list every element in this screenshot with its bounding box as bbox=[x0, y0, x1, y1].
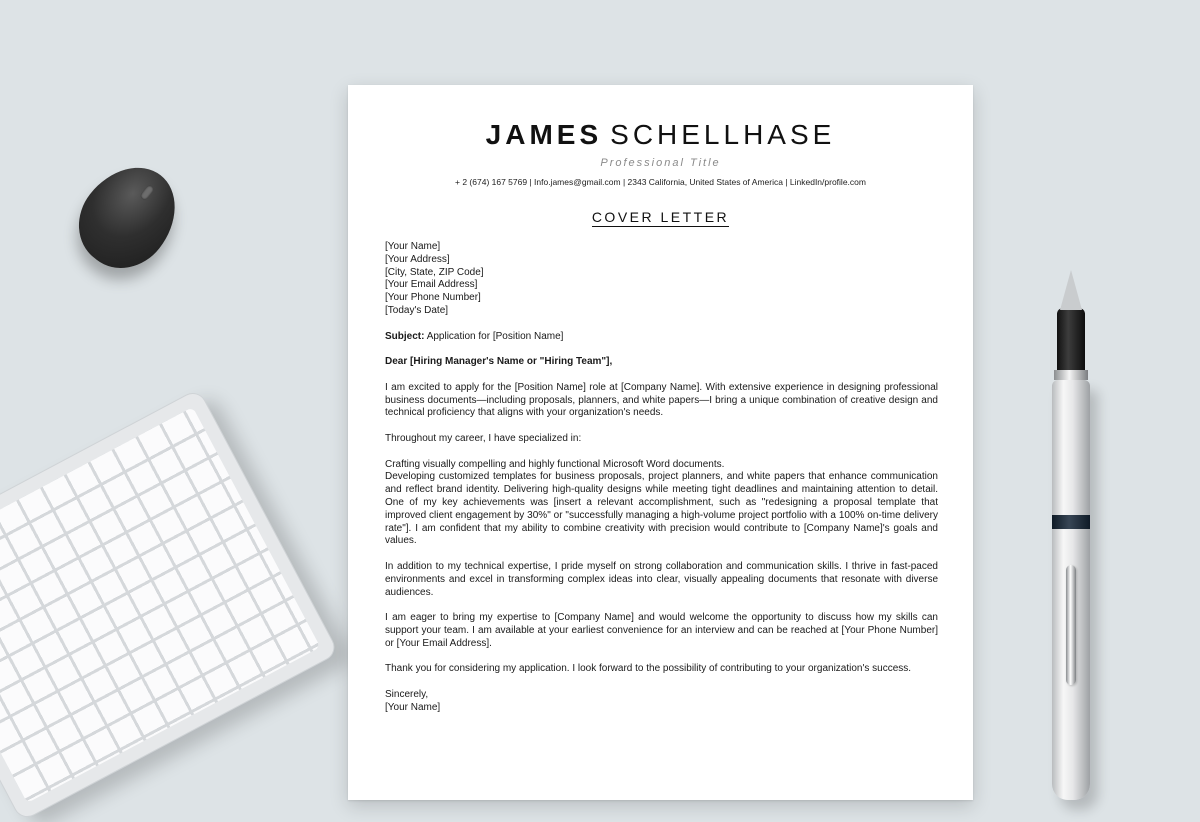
address-block bbox=[385, 241, 938, 318]
keyboard-image bbox=[0, 388, 339, 822]
paragraph-experience-rest: Developing customized templates for business proposals, project planners, and white papers that enhance communication and reflect brand identity. Delivering high-quality designs while meeting tight deadlines and maintaining attention to detail. One of my key achievements was [insert a relevant accomplishment, such as "redesigning a proposal template that improved client engagement by 30%" or "successfully managing a high-volume project portfolio with a 100% on-time delivery rate"]. I am confident that my ability to combine creativity with precision would contribute to [Company Name]'s goals and values. bbox=[385, 471, 938, 547]
fountain-pen-image bbox=[1040, 270, 1100, 710]
address-line: [Your Address] bbox=[385, 253, 450, 265]
pen-clip bbox=[1066, 565, 1076, 685]
pen-ring bbox=[1054, 370, 1088, 380]
address-line: [City, State, ZIP Code] bbox=[385, 266, 484, 278]
professional-title: Professional Title bbox=[600, 157, 721, 169]
candidate-name bbox=[348, 121, 973, 149]
paragraph-experience bbox=[385, 459, 938, 549]
paragraph-intro: I am excited to apply for the [Position Name] role at [Company Name]. With extensive experience in designing professional business documents—including proposals, planners, and white papers—I bring a unique combination of creative design and technical proficiency that aligns with your organization's needs. bbox=[385, 381, 938, 419]
paragraph-experience-first-line: Crafting visually compelling and highly functional Microsoft Word documents. bbox=[385, 458, 725, 470]
subject-label: Subject: bbox=[385, 330, 425, 342]
paragraph-thanks: Thank you for considering my application. I look forward to the possibility of contributing to your organization's success. bbox=[385, 663, 912, 675]
address-line: [Your Phone Number] bbox=[385, 292, 481, 304]
closing-block bbox=[385, 689, 938, 715]
address-line: [Your Email Address] bbox=[385, 279, 478, 291]
pen-grip bbox=[1057, 308, 1085, 372]
pen-band bbox=[1052, 515, 1090, 529]
mouse-wheel bbox=[139, 184, 155, 202]
salutation: Dear [Hiring Manager's Name or "Hiring Team"], bbox=[385, 356, 613, 368]
contact-line: + 2 (674) 167 5769 | Info.james@gmail.com | 2343 California, United States of America | LinkedIn/profile.com bbox=[455, 177, 866, 187]
letter-body bbox=[385, 241, 938, 714]
paragraph-specialization: Throughout my career, I have specialized in: bbox=[385, 432, 582, 444]
paragraph-availability: I am eager to bring my expertise to [Company Name] and would welcome the opportunity to discuss how my skills can support your team. I am available at your earliest convenience for an interview and can be reached at [Your Phone Number] or [Your Email Address]. bbox=[385, 612, 938, 649]
computer-mouse-image bbox=[61, 148, 196, 286]
closing: Sincerely, bbox=[385, 688, 429, 700]
address-line: [Today's Date] bbox=[385, 304, 449, 316]
first-name: JAMES bbox=[485, 119, 603, 150]
pen-nib bbox=[1060, 270, 1082, 310]
last-name: SCHELLHASE bbox=[610, 119, 836, 150]
cover-letter-page bbox=[348, 85, 973, 800]
resume-header bbox=[348, 121, 973, 187]
paragraph-collaboration: In addition to my technical expertise, I pride myself on strong collaboration and communication skills. I thrive in fast-paced environments and excel in transforming complex ideas into clear, visually appealing documents that resonate with diverse audiences. bbox=[385, 560, 938, 598]
letter-heading bbox=[348, 209, 973, 227]
letter-heading-text: COVER LETTER bbox=[591, 209, 730, 225]
subject-line bbox=[385, 331, 938, 344]
signature: [Your Name] bbox=[385, 701, 441, 713]
address-line: [Your Name] bbox=[385, 241, 441, 252]
subject-text: Application for [Position Name] bbox=[426, 330, 564, 342]
